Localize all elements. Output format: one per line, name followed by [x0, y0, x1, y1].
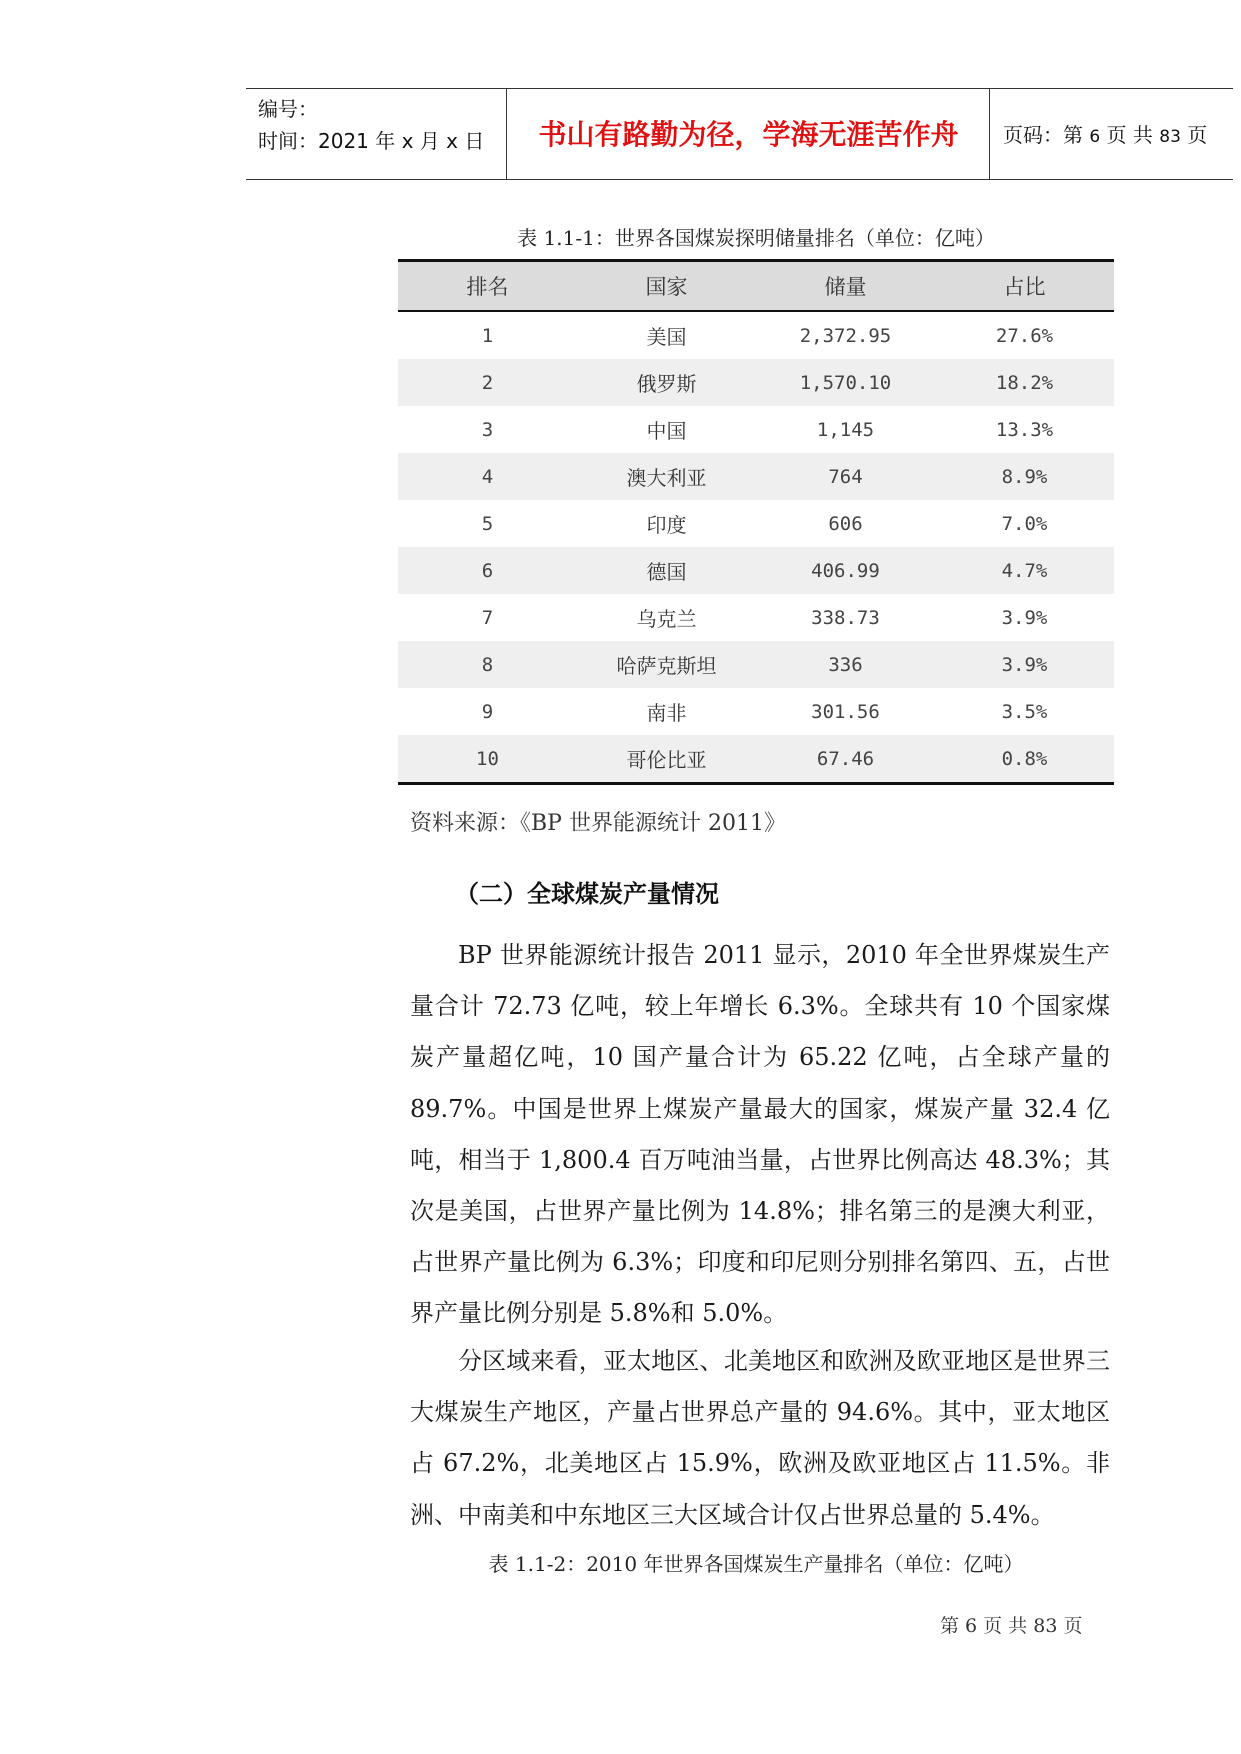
- table1-source: 资料来源：《BP 世界能源统计 2011》: [410, 811, 786, 836]
- section-heading: （二）全球煤炭产量情况: [455, 880, 719, 908]
- cell-share: 13.3%: [995, 418, 1054, 441]
- cell-reserves: 338.73: [811, 606, 880, 629]
- cell-rank: 1: [481, 324, 494, 347]
- header-number-label: 编号：: [258, 97, 318, 121]
- cell-country: 澳大利亚: [626, 466, 707, 490]
- cell-rank: 10: [398, 735, 577, 784]
- cell-rank: 3: [481, 418, 494, 441]
- cell-country: 印度: [646, 513, 687, 537]
- cell-share: 3.5%: [1001, 700, 1048, 723]
- table2-caption: 表 1.1-2：2010 年世界各国煤炭生产量排名（单位：亿吨）: [488, 1552, 1024, 1576]
- cell-reserves: 764: [828, 465, 863, 488]
- table-row: [398, 688, 1114, 735]
- cell-reserves: 336: [828, 653, 863, 676]
- cell-country: 中国: [646, 419, 687, 443]
- cell-share: 0.8%: [935, 735, 1114, 784]
- header-date-label: 时间：2021 年 x 月 x 日: [258, 129, 485, 153]
- cell-share: 18.2%: [995, 371, 1054, 394]
- cell-share: 4.7%: [1001, 559, 1048, 582]
- cell-reserves: 301.56: [811, 700, 880, 723]
- column-header-reserves: 储量: [756, 261, 935, 312]
- table-row: [398, 500, 1114, 547]
- cell-share: 3.9%: [1001, 606, 1048, 629]
- cell-reserves: 1,145: [816, 418, 875, 441]
- cell-share: 3.9%: [1001, 653, 1048, 676]
- table-row: [398, 311, 1114, 359]
- cell-country: 哈萨克斯坦: [616, 654, 717, 678]
- header-page-suffix: 页: [1180, 123, 1208, 147]
- table-row: [398, 406, 1114, 453]
- header-page-number: [1003, 89, 1207, 181]
- column-header-rank: 排名: [398, 261, 577, 312]
- cell-country: 南非: [646, 701, 687, 725]
- table-row: [398, 735, 1114, 784]
- cell-rank: 5: [481, 512, 494, 535]
- cell-reserves: 606: [828, 512, 863, 535]
- page-header: [246, 88, 1233, 180]
- header-divider: [506, 89, 507, 179]
- table1-caption: 表 1.1-1：世界各国煤炭探明储量排名（单位：亿吨）: [517, 226, 995, 250]
- table-row: [398, 547, 1114, 594]
- cell-rank: 8: [481, 653, 494, 676]
- page-footer: 第 6 页 共 83 页: [940, 1615, 1083, 1637]
- table-row: [398, 641, 1114, 688]
- cell-rank: 4: [481, 465, 494, 488]
- header-meta: [258, 93, 484, 157]
- cell-share: 8.9%: [1001, 465, 1048, 488]
- cell-reserves: 1,570.10: [799, 371, 892, 394]
- cell-share: 7.0%: [1001, 512, 1048, 535]
- header-motto: 书山有路勤为径，学海无涯苦作舟: [538, 118, 959, 151]
- body-paragraph: BP 世界能源统计报告 2011 显示，2010 年全世界煤炭生产量合计 72.73 亿吨，较上年增长 6.3%。全球共有 10 个国家煤炭产量超亿吨，10 国产量合计为 65.22 亿吨，占全球产量的 89.7%。中国是世界上煤炭产量最大的国家，煤炭产量 32.4 亿吨，相当于 1,800.4 百万吨油当量，占世界比例高达 48.3%；其次是美国，占世界产量比例为 14.8%；排名第三的是澳大利亚，占世界产量比例为 6.3%；印度和印尼则分别排名第四、五，占世界产量比例分别是 5.8%和 5.0%。: [410, 941, 1110, 1328]
- cell-reserves: 67.46: [756, 735, 935, 784]
- coal-reserves-table: [398, 259, 1114, 785]
- header-divider: [989, 89, 990, 179]
- cell-reserves: 406.99: [811, 559, 880, 582]
- header-page-prefix: 页码：第: [1003, 123, 1090, 147]
- cell-country: 乌克兰: [636, 607, 697, 631]
- cell-rank: 6: [481, 559, 494, 582]
- cell-reserves: 2,372.95: [799, 324, 892, 347]
- cell-country: 哥伦比亚: [577, 735, 756, 784]
- cell-country: 德国: [646, 560, 687, 584]
- table-row: [398, 453, 1114, 500]
- cell-rank: 7: [481, 606, 494, 629]
- table-header-row: [398, 261, 1114, 312]
- cell-country: 俄罗斯: [636, 372, 697, 396]
- cell-share: 27.6%: [995, 324, 1054, 347]
- table-row: [398, 359, 1114, 406]
- cell-country: 美国: [646, 325, 687, 349]
- column-header-country: 国家: [577, 261, 756, 312]
- body-paragraph: 分区域来看，亚太地区、北美地区和欧洲及欧亚地区是世界三大煤炭生产地区，产量占世界总产量的 94.6%。其中，亚太地区占 67.2%，北美地区占 15.9%，欧洲及欧亚地区占 11.5%。非洲、中南美和中东地区三大区域合计仅占世界总量的 5.4%。: [410, 1347, 1110, 1529]
- table-row: [398, 594, 1114, 641]
- header-page-mid: 页 共: [1100, 123, 1160, 147]
- cell-rank: 2: [481, 371, 494, 394]
- header-page-total: 83: [1159, 127, 1181, 147]
- column-header-share: 占比: [935, 261, 1114, 312]
- cell-rank: 9: [481, 700, 494, 723]
- header-page-current: 6: [1089, 127, 1101, 147]
